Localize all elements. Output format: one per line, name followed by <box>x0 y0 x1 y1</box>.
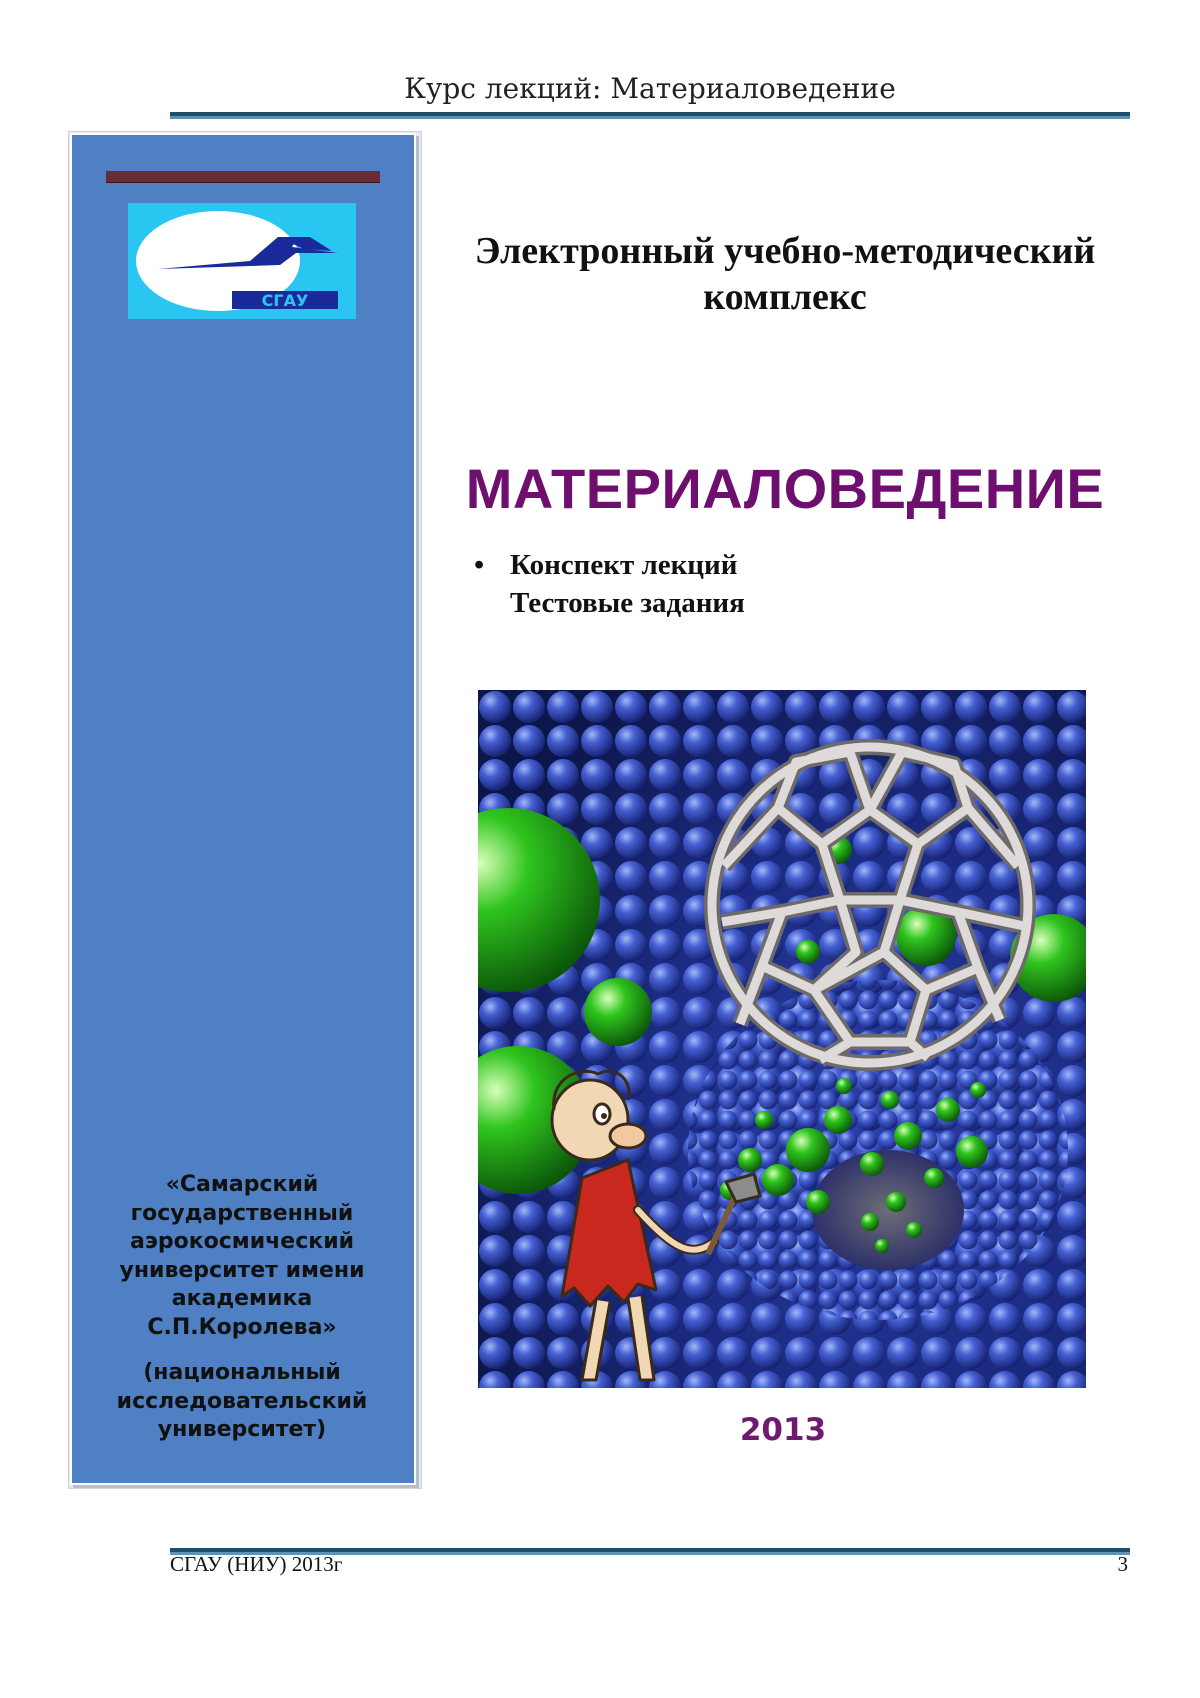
main-title: МАТЕРИАЛОВЕДЕНИЕ <box>465 457 1105 520</box>
bullet-item <box>474 546 745 584</box>
year: 2013 <box>739 1412 827 1448</box>
bullet-line-1: Конспект лекций <box>510 549 738 581</box>
page-number: 3 <box>1117 1552 1128 1576</box>
cover-illustration <box>478 690 1086 1388</box>
sidebar-stripe <box>106 171 380 183</box>
bullet-list <box>474 546 745 622</box>
page-header-title: Курс лекций: Материаловедение <box>404 72 896 105</box>
logo-text: СГАУ <box>261 291 309 310</box>
sidebar-panel <box>70 133 416 1485</box>
bullet-line-2: Тестовые задания <box>510 587 745 619</box>
sgau-logo <box>128 203 356 319</box>
university-name: «Самарский государственный аэрокосмический университет имени академика С.П.Королева» <box>119 1172 365 1340</box>
footer-left: СГАУ (НИУ) 2013г <box>170 1552 343 1576</box>
caveman-head <box>552 1080 628 1160</box>
tunnel-opening <box>812 1150 964 1270</box>
header-rule <box>170 112 1130 119</box>
caveman-nose <box>610 1124 646 1148</box>
complex-title: Электронный учебно-методический комплекс <box>474 230 1096 318</box>
bullet-dot-icon: • <box>474 549 485 581</box>
university-status: (национальный исследовательский университет) <box>116 1360 368 1442</box>
caveman-pupil <box>601 1113 607 1119</box>
